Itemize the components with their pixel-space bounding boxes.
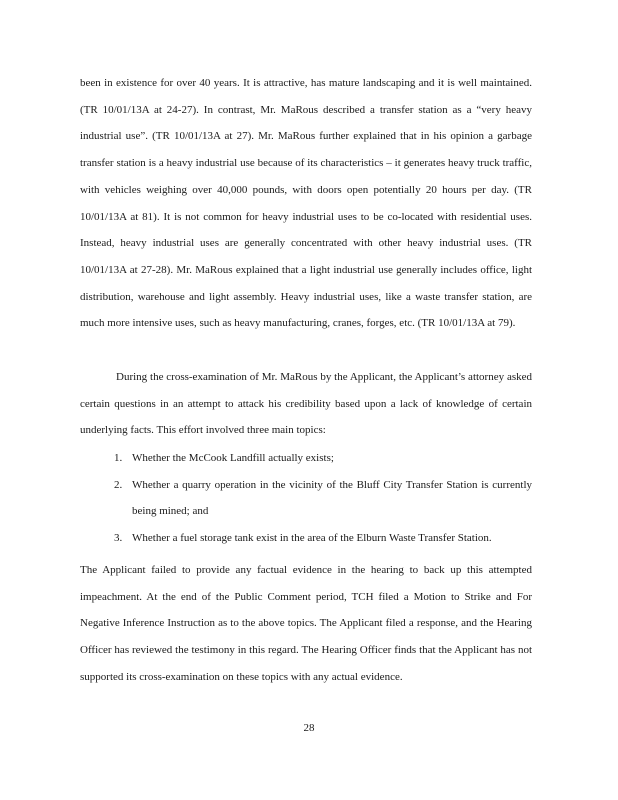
list-item-text: Whether a quarry operation in the vicinity of the Bluff City Transfer Station is currently being mined; and [132, 478, 532, 518]
list-item [80, 445, 532, 472]
list-item [80, 525, 532, 552]
list-item-text: Whether a fuel storage tank exist in the area of the Elburn Waste Transfer Station. [132, 532, 492, 545]
list-item-number: 2. [114, 478, 123, 491]
list-item [80, 472, 532, 525]
paragraph-hearing-officer-finding: The Applicant failed to provide any factual evidence in the hearing to back up this attempted impeachment. At the end of the Public Comment period, TCH filed a Motion to Strike and For Negative Inference Instruction as to the above topics. The Applicant filed a response, and the Hearing Officer has reviewed the testimony in this regard. The Hearing Officer finds that the Applicant has not supported its cross-examination on these topics with any actual evidence. [80, 564, 532, 683]
list-item-text: Whether the McCook Landfill actually exists; [132, 452, 334, 464]
topics-list [80, 445, 532, 552]
paragraph-cross-examination: During the cross-examination of Mr. MaRous by the Applicant, the Applicant’s attorney asked certain questions in an attempt to attack his credibility based upon a lack of knowledge of certain underlying facts. This effort involved three main topics: [80, 371, 532, 437]
paragraph-mar-rous-testimony: been in existence for over 40 years. It is attractive, has mature landscaping and it is well maintained. (TR 10/01/13A at 24-27). In contrast, Mr. MaRous described a transfer station as a “very heavy industrial use”. (TR 10/01/13A at 27). Mr. MaRous further explained that in his opinion a garbage transfer station is a heavy industrial use because of its characteristics – it generates heavy truck traffic, with vehicles weighing over 40,000 pounds, with doors open potentially 20 hours per day. (TR 10/01/13A at 81). It is not common for heavy industrial uses to be co-located with residential uses. Instead, heavy industrial uses are generally concentrated with other heavy industrial uses. (TR 10/01/13A at 27-28). Mr. MaRous explained that a light industrial use generally includes office, light distribution, warehouse and light assembly. Heavy industrial uses, like a waste transfer station, are much more intensive uses, such as heavy manufacturing, cranes, forges, etc. (TR 10/01/13A at 79). [80, 77, 532, 330]
list-item-number: 1. [114, 452, 123, 464]
list-item-number: 3. [114, 532, 123, 545]
page-number: 28 [303, 722, 315, 734]
